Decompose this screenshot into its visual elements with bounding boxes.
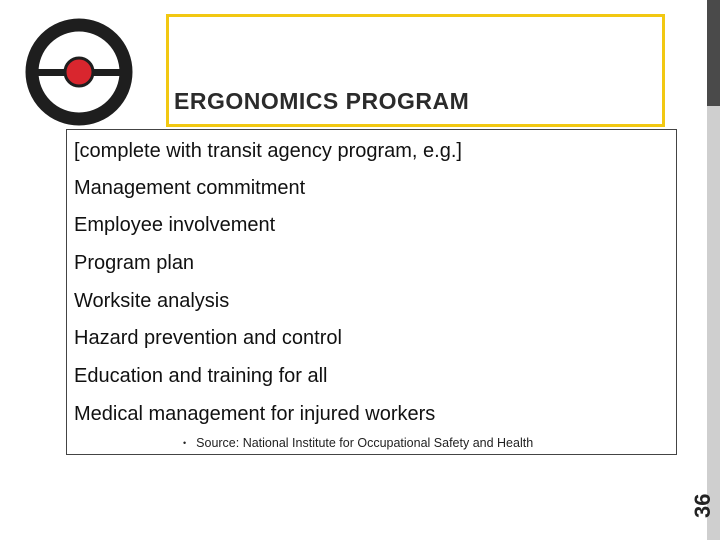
content-line-management: Management commitment <box>74 177 306 199</box>
target-logo-icon <box>20 16 138 128</box>
content-line-education: Education and training for all <box>74 365 328 387</box>
content-line-program-plan: Program plan <box>74 252 195 274</box>
source-bullet: • <box>183 438 187 448</box>
content-line-employee: Employee involvement <box>74 214 276 236</box>
sidebar-accent-light <box>707 106 720 540</box>
content-line-worksite: Worksite analysis <box>74 290 230 312</box>
content-line-intro: [complete with transit agency program, e.g.] <box>74 140 462 162</box>
sidebar-accent-dark <box>707 0 720 106</box>
source-text: Source: National Institute for Occupational Safety and Health <box>196 436 534 450</box>
content-line-hazard: Hazard prevention and control <box>74 327 342 349</box>
content-line-medical: Medical management for injured workers <box>74 403 436 425</box>
slide-title: ERGONOMICS PROGRAM <box>174 88 470 114</box>
slide-number: 36 <box>690 493 715 518</box>
source-note <box>183 436 533 450</box>
